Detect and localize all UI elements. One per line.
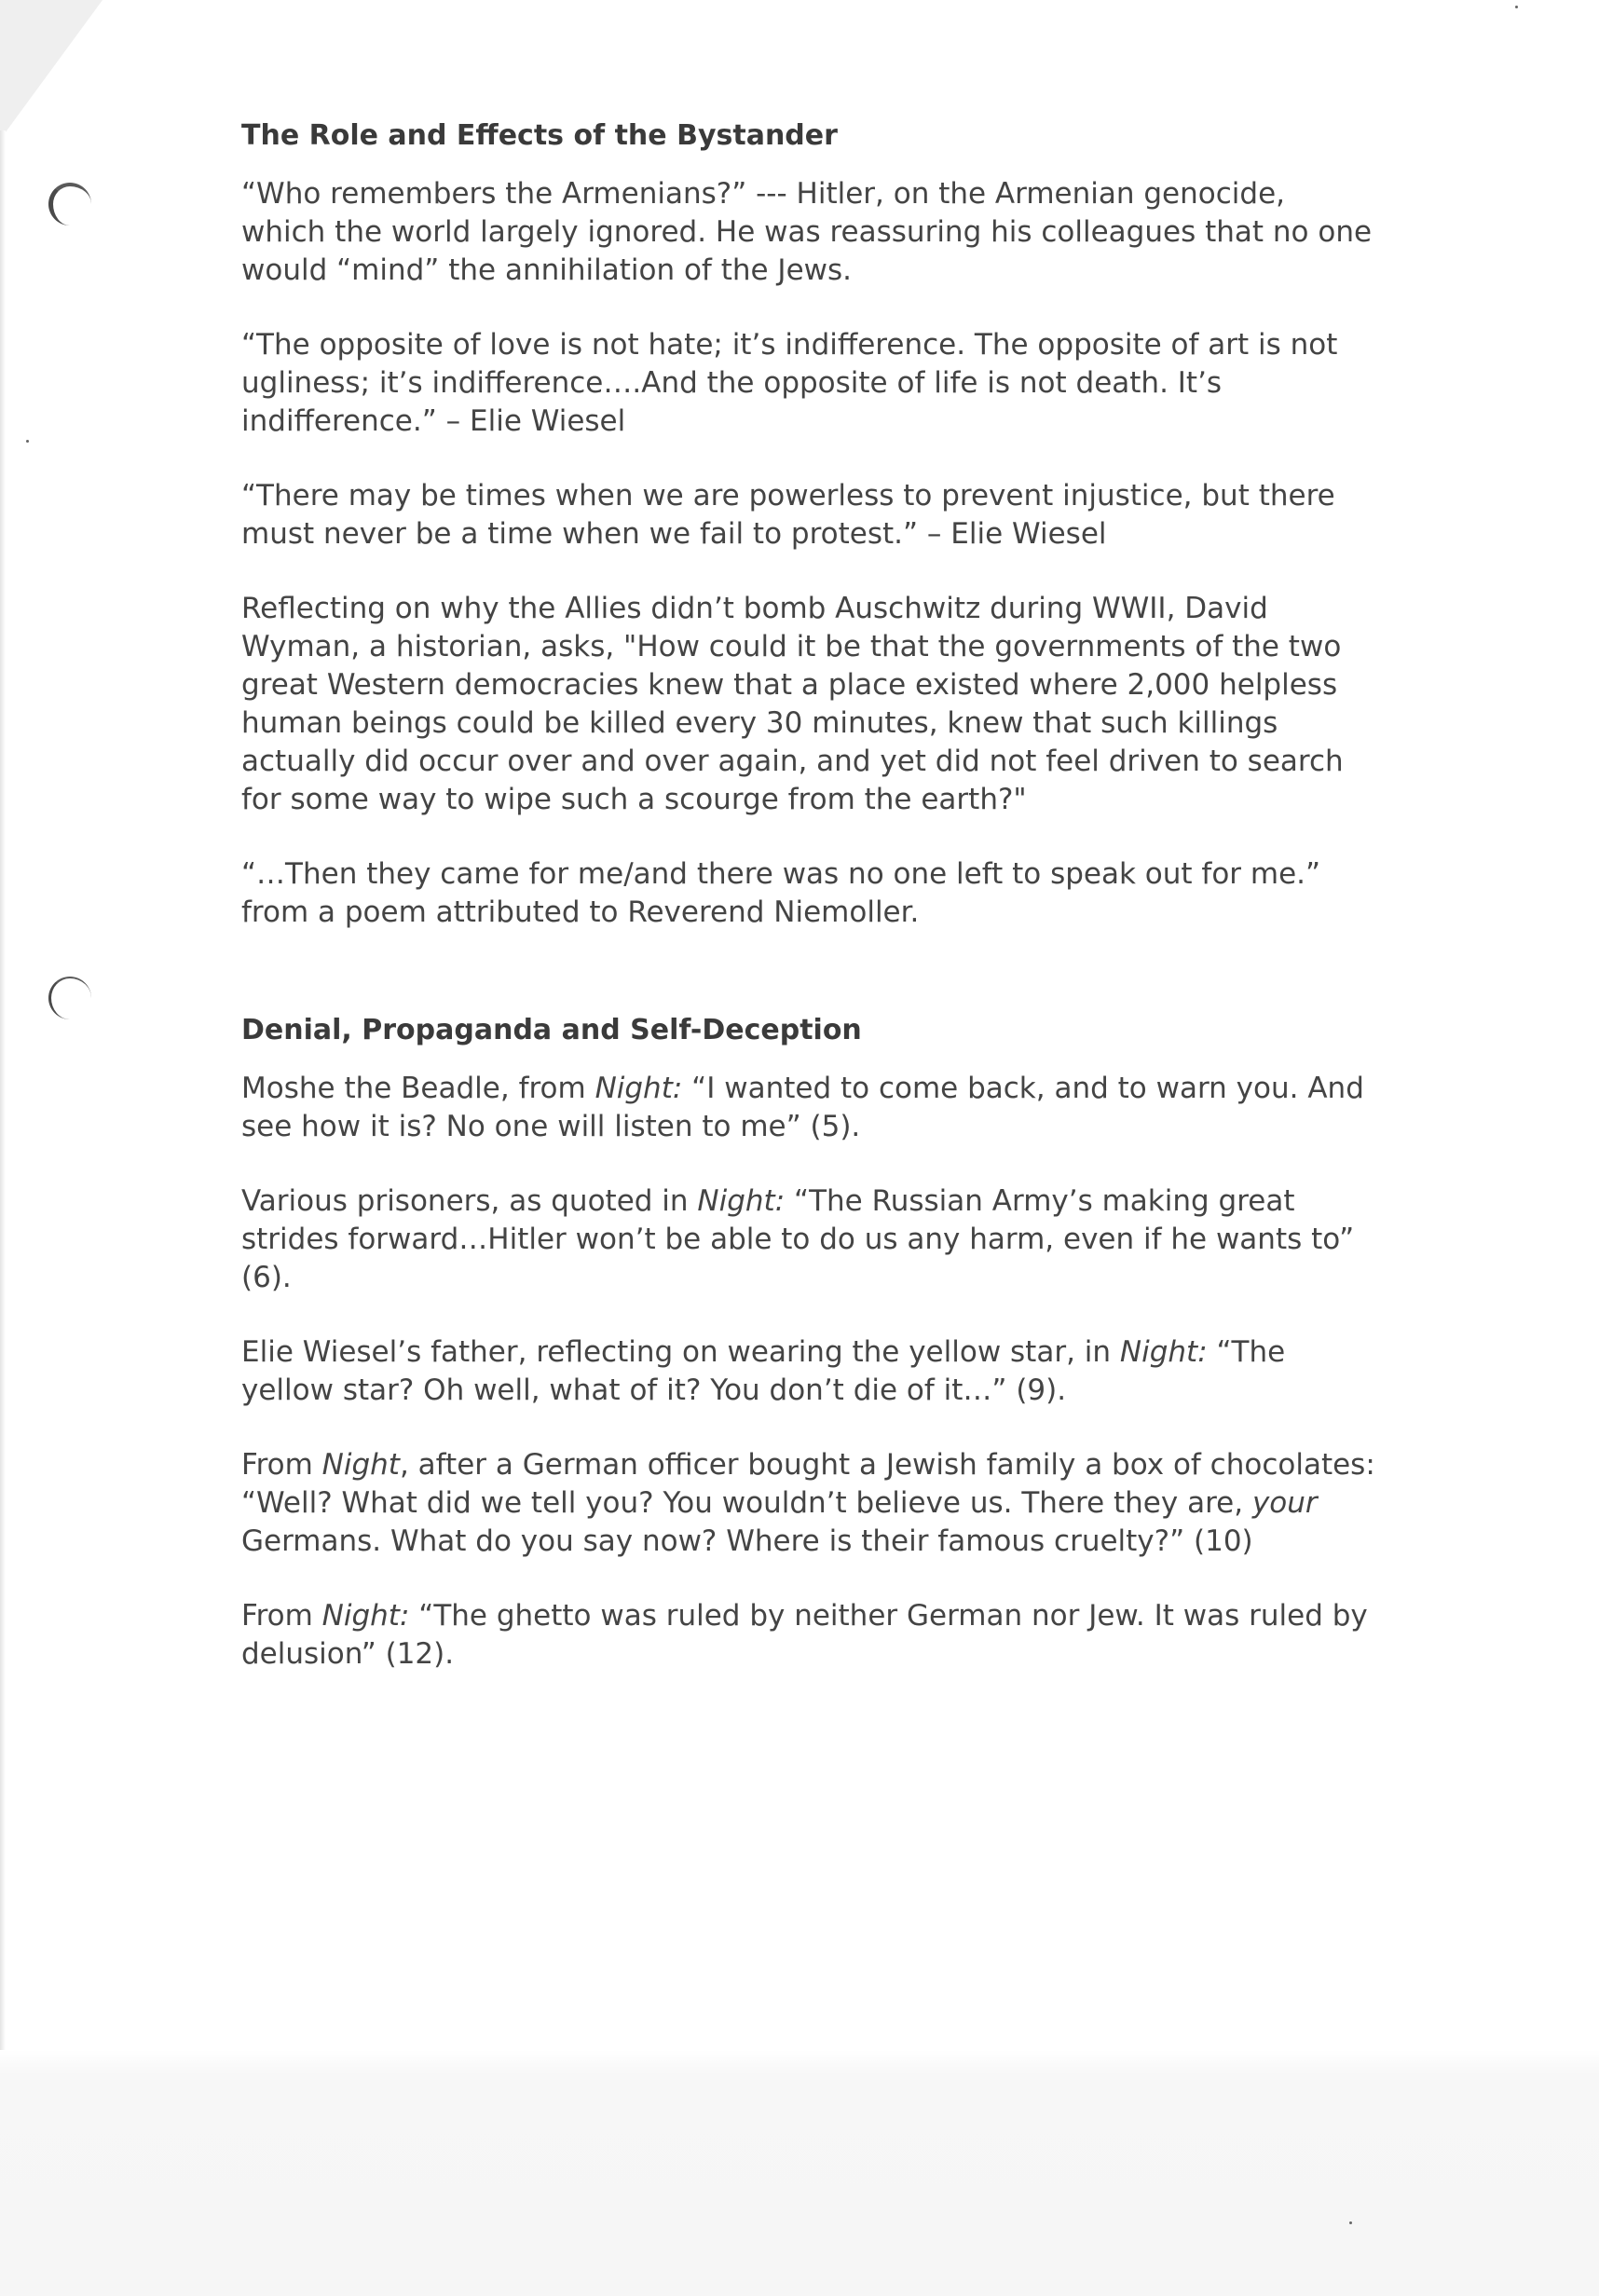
text-run: Moshe the Beadle, from <box>241 1072 595 1105</box>
emphasis-word: your <box>1251 1486 1318 1520</box>
section-heading-bystander: The Role and Effects of the Bystander <box>241 119 838 152</box>
quote-wyman: Reflecting on why the Allies didn’t bomb Auschwitz during WWII, David Wyman, a historian, asks, "How could it be that the governments of the two great Western democracies knew that a place existed where 2,000 helpless human beings could be killed every 30 minutes, knew that such killings actually did occur over and over again, and yet did not feel driven to search for some way to wipe such a scourge from the earth?" <box>241 592 1344 816</box>
text-run: From <box>241 1448 322 1482</box>
text-run: “The ghetto was ruled by neither German nor Jew. It was ruled by delusion” (12). <box>241 1599 1368 1671</box>
document-body <box>241 117 1378 1710</box>
text-run: “The Russian Army’s making great strides forward…Hitler won’t be able to do us any harm, even if he wants to” (6). <box>241 1184 1355 1294</box>
quote-protest: “There may be times when we are powerless to prevent injustice, but there must never be a time when we fail to protest.” – Elie Wiesel <box>241 479 1335 551</box>
section-heading-denial: Denial, Propaganda and Self-Deception <box>241 1014 862 1046</box>
book-title: Night: <box>594 1072 683 1105</box>
quote-chocolates <box>241 1446 1378 1561</box>
quote-indifference: “The opposite of love is not hate; it’s indifference. The opposite of art is not ugliness; it’s indifference….And the opposite of life is not death. It’s indifference.” – Elie Wiesel <box>241 328 1338 438</box>
text-run: Germans. What do you say now? Where is their famous cruelty?” (10) <box>241 1524 1253 1558</box>
book-title: Night <box>321 1448 400 1482</box>
scan-bottom-band <box>0 2050 1599 2296</box>
text-run: Various prisoners, as quoted in <box>241 1184 698 1218</box>
quote-niemoller: “…Then they came for me/and there was no one left to speak out for me.” from a poem attributed to Reverend Niemoller. <box>241 857 1321 929</box>
text-run: From <box>241 1599 322 1633</box>
section-spacer <box>241 968 1378 1012</box>
scan-speck <box>26 440 29 443</box>
scan-speck <box>1515 6 1518 8</box>
quote-moshe <box>241 1070 1378 1146</box>
punch-hole-mark-middle <box>48 977 91 1019</box>
punch-hole-mark-top <box>48 183 91 226</box>
scan-left-edge <box>0 130 6 2050</box>
folded-corner <box>0 0 102 140</box>
book-title: Night: <box>697 1184 786 1218</box>
text-run: “The yellow star? Oh well, what of it? You don’t die of it…” (9). <box>241 1335 1286 1407</box>
scan-speck <box>1349 2221 1352 2224</box>
quote-prisoners <box>241 1182 1378 1297</box>
book-title: Night: <box>1119 1335 1208 1369</box>
quote-armenians: “Who remembers the Armenians?” --- Hitler, on the Armenian genocide, which the world largely ignored. He was reassuring his colleagues that no one would “mind” the annihilation of the Jews. <box>241 177 1373 287</box>
text-run: , after a German officer bought a Jewish family a box of chocolates: “Well? What did we tell you? You wouldn’t believe us. There they are, <box>241 1448 1375 1520</box>
quote-ghetto <box>241 1597 1378 1674</box>
text-run: “I wanted to come back, and to warn you. And see how it is? No one will listen to me” (5). <box>241 1072 1364 1143</box>
quote-yellow-star <box>241 1333 1378 1410</box>
book-title: Night: <box>321 1599 410 1633</box>
text-run: Elie Wiesel’s father, reflecting on wearing the yellow star, in <box>241 1335 1120 1369</box>
